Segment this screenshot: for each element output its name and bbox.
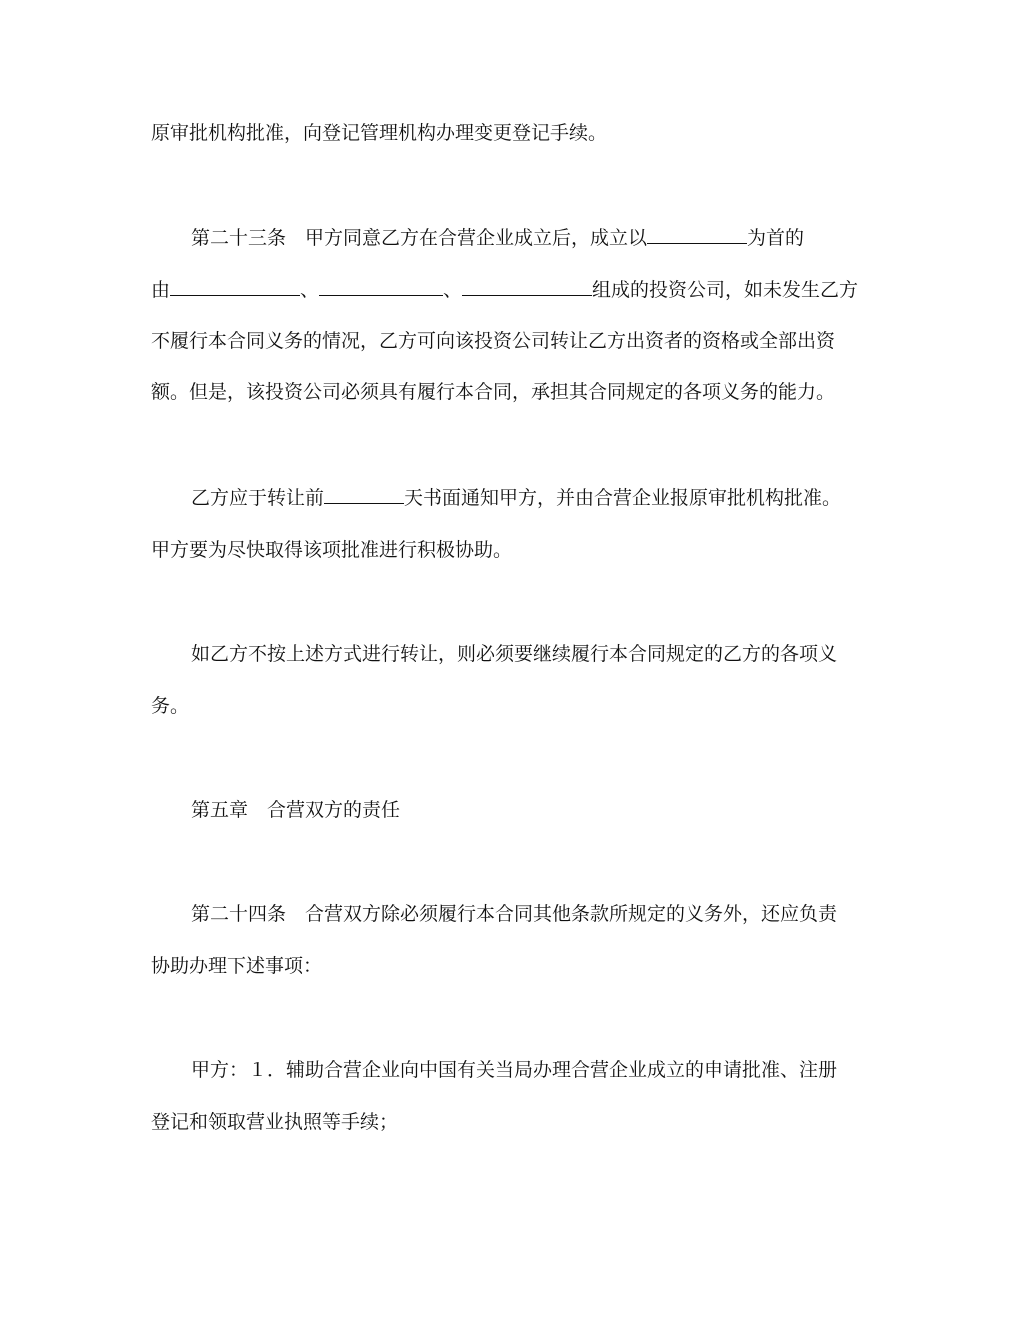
party-a-duty-1-line-2 [151,1108,398,1136]
paragraph-1-line-1 [151,119,607,147]
text: 组成的投资公司，如未发生乙方 [592,279,859,301]
text: 、 [443,279,463,301]
party-a-duty-1-line-1 [191,1056,837,1084]
text: 如乙方不按上述方式进行转让，则必须要继续履行本合同规定的乙方的各项义 [191,643,838,665]
text: 登记和领取营业执照等手续； [151,1111,399,1133]
fill-blank[interactable] [319,276,443,296]
non-compliance-line-1 [191,640,837,668]
non-compliance-line-2 [151,692,189,720]
fill-blank[interactable] [170,276,300,296]
text: 甲方要为尽快取得该项批准进行积极协助。 [151,539,513,561]
text: 务。 [151,695,190,717]
article-24-line-2 [151,952,322,980]
text: 协助办理下述事项： [151,955,323,977]
fill-blank[interactable] [324,484,404,504]
text: 、 [300,279,320,301]
fill-blank[interactable] [462,276,592,296]
fill-blank[interactable] [647,224,747,244]
text: 原审批机构批准，向登记管理机构办理变更登记手续。 [151,122,608,144]
article-23-line-1 [191,224,804,252]
text: 第二十四条 合营双方除必须履行本合同其他条款所规定的义务外，还应负责 [191,903,838,925]
chapter-5-title [191,796,400,824]
text: 由 [151,279,171,301]
text: 为首的 [747,227,805,249]
text: 天书面通知甲方，并由合营企业报原审批机构批准。 [404,487,842,509]
article-23-line-4 [151,378,835,406]
text: 乙方应于转让前 [191,487,325,509]
text: 第二十三条 甲方同意乙方在合营企业成立后，成立以 [191,227,648,249]
text: 不履行本合同义务的情况，乙方可向该投资公司转让乙方出资者的资格或全部出资 [151,330,836,352]
transfer-notice-line-2 [151,536,512,564]
article-23-line-3 [151,327,835,355]
text: 甲方：１．辅助合营企业向中国有关当局办理合营企业成立的申请批准、注册 [191,1059,838,1081]
article-24-line-1 [191,900,837,928]
article-23-line-2 [151,276,858,304]
transfer-notice-line-1 [191,484,841,512]
text: 第五章 合营双方的责任 [191,799,401,821]
text: 额。但是，该投资公司必须具有履行本合同，承担其合同规定的各项义务的能力。 [151,381,836,403]
